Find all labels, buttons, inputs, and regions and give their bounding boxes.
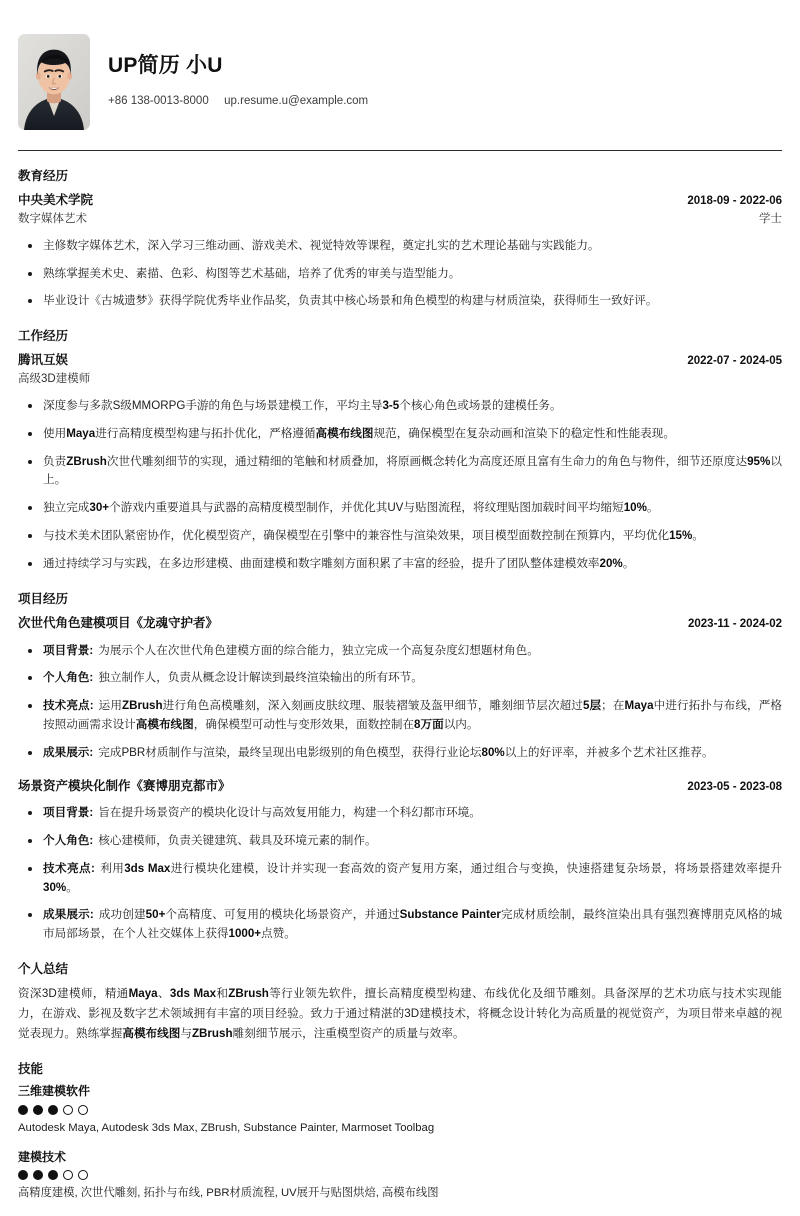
section-education [18,168,782,311]
project-entry-header [18,614,782,634]
email-text: up.resume.u@example.com [224,94,369,107]
skill-items-text: 高精度建模, 次世代雕刻, 拓扑与布线, PBR材质流程, UV展开与贴图烘焙, 高模布线图 [18,1187,439,1200]
bullet-text: 利用3ds Max进行模块化建模，设计并实现一套高效的资产复用方案，通过组合与变换，快速搭建复杂场景，将场景搭建效率提升30%。 [43,861,782,894]
list-item [18,669,782,688]
bullet-text: 完成PBR材质制作与渲染，最终呈现出电影级别的角色模型，获得行业论坛80%以上的好评率，并被多个艺术社区推荐。 [98,745,714,759]
list-item: 独立完成30+个游戏内重要道具与武器的高精度模型制作，并优化其UV与贴图流程，将纹理贴图加载时间平均缩短10%。 [18,499,782,518]
project-bullets [18,804,782,944]
skill-category-name: 建模技术 [18,1149,67,1164]
summary-text: 资深3D建模师，精通Maya、3ds Max和ZBrush等行业领先软件，擅长高精度模型构建、布线优化及细节雕刻。具备深厚的艺术功底与技术实现能力，在游戏、影视及数字艺术领域拥有丰富的项目经验。致力于通过精湛的3D建模技术，将概念设计转化为高质量的视觉资产，为项目带来卓越的视觉表现力。熟练掌握高模布线图与ZBrush雕刻细节展示，注重模型资产的质量与效率。 [18,987,782,1041]
section-title-summary: 个人总结 [18,962,69,977]
project-date: 2023-11 - 2024-02 [688,617,782,630]
project-entry-header [18,777,782,797]
skill-dot-filled [33,1170,43,1180]
skill-dot-empty [78,1105,88,1115]
education-bullets [18,237,782,311]
bullet-label: 成果展示: [43,745,94,759]
work-company: 腾讯互娱 [18,353,69,368]
bullet-text: 成功创建50+个高精度、可复用的模块化场景资产，并通过Substance Painter完成材质绘制，最终渲染出具有强烈赛博朋克风格的城市局部场景，在个人社交媒体上获得1000+点赞。 [43,908,782,941]
bullet-label: 项目背景: [43,643,94,657]
skill-dot-empty [63,1170,73,1180]
bullet-label: 技术亮点: [43,699,94,713]
list-item [18,804,782,823]
work-entry-header [18,351,782,371]
section-projects [18,591,782,944]
section-title-education: 教育经历 [18,169,69,183]
bullet-text: 为展示个人在次世代角色建模方面的综合能力，独立完成一个高复杂度幻想题材角色。 [98,643,539,657]
work-date: 2022-07 - 2024-05 [687,355,782,368]
identity-block [108,53,782,110]
bullet-text: 旨在提升场景资产的模块化设计与高效复用能力，构建一个科幻都市环境。 [98,806,481,820]
skill-items-text: Autodesk Maya, Autodesk 3ds Max, ZBrush, Substance Painter, Marmoset Toolbag [18,1121,435,1134]
list-item [18,697,782,735]
list-item: 使用Maya进行高精度模型构建与拓扑优化，严格遵循高模布线图规范，确保模型在复杂动画和渲染下的稳定性和性能表现。 [18,425,782,444]
list-item: 毕业设计《古城遗梦》获得学院优秀毕业作品奖，负责其中核心场景和角色模型的构建与材质渲染，获得师生一致好评。 [18,292,782,311]
section-summary [18,961,782,1044]
work-bullets [18,397,782,573]
skill-dot-filled [33,1105,43,1115]
project-entry [18,777,782,945]
skill-dot-filled [18,1105,28,1115]
phone-text: +86 138-0013-8000 [108,94,209,107]
skill-dot-filled [18,1170,28,1180]
project-name: 次世代角色建模项目《龙魂守护者》 [18,615,219,630]
list-item: 主修数字媒体艺术，深入学习三维动画、游戏美术、视觉特效等课程，奠定扎实的艺术理论基础与实践能力。 [18,237,782,256]
page-title: UP简历 小U [108,54,223,78]
skill-dot-empty [63,1105,73,1115]
bullet-text: 运用ZBrush进行角色高模雕刻，深入刻画皮肤纹理、服装褶皱及盔甲细节，雕刻细节层次超过5层；在Maya中进行拓扑与布线，严格按照动画需求设计高模布线图，确保模型可动性与变形效果，面数控制在8万面以内。 [43,699,782,731]
bullet-text: 核心建模师，负责关键建筑、载具及环境元素的制作。 [98,834,377,848]
section-title-projects: 项目经历 [18,591,69,606]
bullet-text: 独立制作人，负责从概念设计解读到最终渲染输出的所有环节。 [98,671,423,685]
section-title-work: 工作经历 [18,329,69,344]
education-entry-subheader [18,211,782,229]
bullet-label: 成果展示: [43,908,94,922]
work-role: 高级3D建模师 [18,373,91,386]
project-entry [18,614,782,763]
header-divider [18,150,782,151]
contact-line [108,93,782,109]
skill-level-dots [18,1170,782,1180]
list-item [18,642,782,661]
section-title-skills: 技能 [18,1062,44,1077]
skill-level-dots [18,1105,782,1115]
education-degree: 学士 [759,213,782,226]
skill-block [18,1150,782,1203]
bullet-label: 技术亮点: [43,861,95,875]
list-item: 通过持续学习与实践，在多边形建模、曲面建模和数字雕刻方面积累了丰富的经验，提升了团队整体建模效率20%。 [18,555,782,574]
bullet-label: 个人角色: [43,671,94,685]
skill-dot-filled [48,1105,58,1115]
section-work [18,328,782,573]
resume-header [18,30,782,130]
education-entry-header [18,191,782,211]
education-school: 中央美术学院 [18,193,94,208]
education-entry [18,191,782,311]
work-entry [18,351,782,573]
skill-dot-empty [78,1170,88,1180]
skill-block [18,1084,782,1137]
skill-category-name: 三维建模软件 [18,1084,91,1099]
list-item: 深度参与多款S级MMORPG手游的角色与场景建模工作，平均主导3-5个核心角色或场景的建模任务。 [18,397,782,416]
portrait-photo [18,34,90,130]
project-name: 场景资产模块化制作《赛博朋克都市》 [18,778,231,793]
bullet-label: 项目背景: [43,806,94,820]
list-item: 负责ZBrush次世代雕刻细节的实现，通过精细的笔触和材质叠加，将原画概念转化为高度还原且富有生命力的角色与物件，细节还原度达95%以上。 [18,453,782,491]
project-date: 2023-05 - 2023-08 [687,780,782,793]
list-item: 熟练掌握美术史、素描、色彩、构图等艺术基础，培养了优秀的审美与造型能力。 [18,265,782,284]
list-item [18,860,782,898]
work-entry-subheader [18,371,782,389]
skill-dot-filled [48,1170,58,1180]
education-major: 数字媒体艺术 [18,213,87,226]
list-item [18,744,782,763]
list-item [18,906,782,944]
list-item: 与技术美术团队紧密协作，优化模型资产，确保模型在引擎中的兼容性与渲染效果，项目模型面数控制在预算内，平均优化15%。 [18,527,782,546]
section-skills [18,1061,782,1202]
bullet-label: 个人角色: [43,834,94,848]
list-item [18,832,782,851]
project-bullets [18,642,782,763]
education-date: 2018-09 - 2022-06 [687,195,782,208]
